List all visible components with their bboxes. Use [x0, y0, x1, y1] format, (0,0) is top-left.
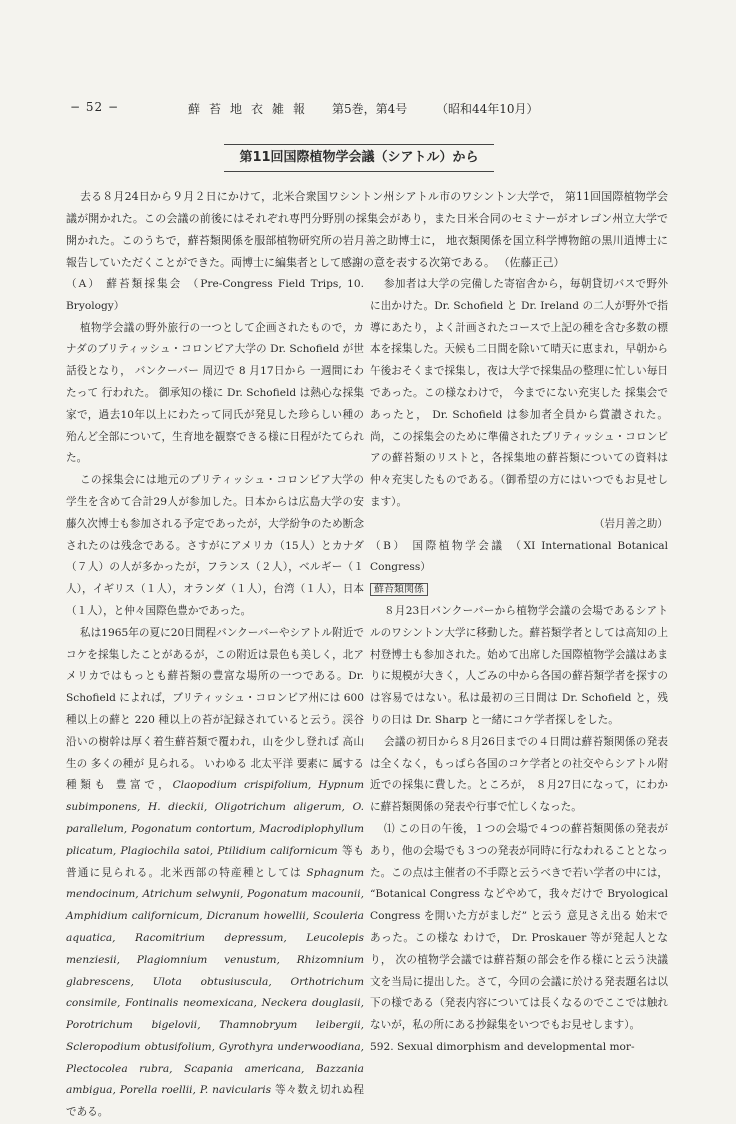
left-column: [66, 274, 364, 1124]
journal-name: 蘚苔地衣雑報: [188, 102, 315, 116]
author-signature: （岩月善之助）: [593, 517, 668, 530]
issue-date: （昭和44年10月）: [436, 102, 539, 116]
page-number: − 52 −: [70, 100, 120, 114]
paragraph-vancouver-mid: 等も普通に見られる。北米西部の特産種としては: [66, 844, 365, 879]
subsection-tag-label: 蘚苔類関係: [370, 583, 428, 596]
paragraph-seattle: ８月23日バンクーバーから植物学会議の会場であるシアトルのワシントン大学に移動した。蘚苔類学者としては高知の上村登博士も参加された。始めて出席した国際植物学会議はあまりに規模が大きく，人ごみの中から各国の蘚苔類学者を探すのは容易ではない。私は最初の三日間は Dr. Schofield と，残りの日は Dr. Sharp と一緒にコケ学者探しをした。: [370, 604, 668, 726]
intro-paragraph: 去る８月24日から９月２日にかけて，北米合衆国ワシントン州シアトル市のワシントン大学で， 第11回国際植物学会議が開かれた。この会議の前後にはそれぞれ専門分野別の採集会があり，また日米合同のセミナーがオレゴン州立大学で開かれた。このうちで，蘚苔類関係を服部植物研究所の岩月善之助博士に， 地衣類関係を国立科学博物館の黒川逍博士に報告していただくことができた。両博士に編集者として感謝の意を表する次第である。 （佐藤正己）: [66, 190, 668, 269]
paragraph-daily-schedule: 参加者は大学の完備した寄宿舎から，毎朝貸切バスで野外に出かけた。Dr. Schofield と Dr. Ireland の二人が野外で指導にあたり，よく計画されたコースで上記の種を含む多数の標本を採集した。天候も二日間を除いて晴天に恵まれ，早朝から午後おそくまで採集し，夜は大学で採集品の整理に忙しい毎日であった。この様なわけで， 今までにない充実した 採集会であったと， Dr. Schofield は参加者全員から賞讃された。尚，この採集会のために準備されたブリティッシュ・コロンビアの蘚苔類のリストと，各採集地の蘚苔類についての資料は仲々充実したものである。（御希望の方にはいつでもお見せします）。: [370, 278, 668, 508]
species-list-north-pacific: Claopodium crispifolium, Hypnum subimponens, H. dieckii, Oligotrichum aligerum, O. parallelum, Pogonatum contortum, Macrodiplophyllum plicatum, Plagiochila satoi, Ptilidium californicum: [66, 779, 364, 857]
paragraph-vancouver-text: 私は1965年の夏に20日間程バンクーバーやシアトル附近でコケを採集したことがあるが，この附近は景色も美しく，北アメリカではもっとも蘚苔類の豊富な場所の一つである。Dr. Schofield によれば，ブリティッシュ・コロンビア州には 600 種以上の蘚と 220 種以上の苔が記録されていると云う。渓谷沿いの樹幹は厚く着生蘚苔類で覆われ，山を少し登れば 高山生の 多くの種が 見られる。 いわゆる 北太平洋 要素に 属する 種類も 豊富で，: [66, 626, 364, 792]
article-title: 第11回国際植物学会議（シアトル）から: [224, 144, 494, 172]
running-header: [70, 100, 670, 118]
species-list-endemic: Sphagnum mendocinum, Atrichum selwynii, Pogonatum macounii, Amphidium californicum, Dicranum howellii, Scouleria aquatica, Racomitrium depressum, Leucolepis menziesii, Plagiomnium venustum, Rhizomnium glabrescens, Ulota obtusiuscula, Orthotrichum consimile, Fontinalis neomexicana, Neckera douglasii, Porotrichum bigelovii, Thamnobryum leibergii, Scleropodium obtusifolium, Gyrothyra underwoodiana, Plectocolea rubra, Scapania americana, Bazzania ambigua, Porella roellii, P. navicularis: [66, 866, 365, 1097]
paragraph-vancouver-area: [66, 623, 364, 1124]
paragraph-participants: この採集会には地元のブリティッシュ・コロンビア大学の学生を含めて合計29人が参加した。日本からは広島大学の安藤久次博士も参加される予定であったが，大学紛争のため断念されたのは残念である。さすがにアメリカ（15人）とカナダ（７人）の人が多かったが，フランス（２人），ベルギー（１人），イギリス（１人），オランダ（１人），台湾（１人），日本（１人），と仲々国際色豊かであった。: [66, 474, 364, 617]
paragraph-abstract-592: 592. Sexual dimorphism and developmental mor-: [370, 1040, 635, 1053]
section-b-heading: （B） 国際植物学会議 （XI International Botanical Congress）: [370, 539, 668, 574]
paragraph-presentations: ⑴ この日の午後，１つの会場で４つの蘚苔類関係の発表があり，他の会場でも３つの発表が同時に行なわれることとなった。この点は主催者の不手際と云うべきで若い学者の中には， “Botanical Congress などやめて，我々だけで Bryological Congress を開いた方がましだ” と云う 意見さえ出る 始末であった。この様な わけで， Dr. Proskauer 等が発起人となり， 次の植物学会議では蘚苔類の部会を作る様にと云う決議文を当局に提出した。さて，今回の会議に於ける発表題名は以下の様である（発表内容については長くなるのでここでは触れないが，私の所にある抄録集をいつでもお見せします）。: [370, 822, 668, 1032]
paragraph-field-trip: 植物学会議の野外旅行の一つとして企画されたもので，カナダのブリティッシュ・コロンビア大学の Dr. Schofield が世話役となり， バンクーバー 周辺で 8 月17日から 一週間にわたって 行われた。 御承知の様に Dr. Schofield は熱心な採集家で，過去10年以上にわたって同氏が発見した珍らしい種の殆んど全部について，生育地を観察できる様に日程がたてられた。: [66, 321, 364, 465]
section-a-heading: （A） 蘚苔類採集会 （Pre-Congress Field Trips, 10. Bryology）: [66, 278, 364, 312]
subsection-tag: [370, 579, 668, 601]
volume-number: 第5巻，第4号: [332, 102, 408, 116]
right-column: [370, 274, 668, 1059]
paragraph-vancouver-end: 等々数え切れぬ程である。: [66, 1084, 365, 1119]
paragraph-first-days: 会議の初日から８月26日までの４日間は蘚苔類関係の発表は全くなく，もっぱら各国のコケ学者との社交やらシアトル附近での採集に費した。ところが， ８月27日になって，にわかに蘚苔類関係の発表や行事で忙しくなった。: [370, 735, 668, 814]
